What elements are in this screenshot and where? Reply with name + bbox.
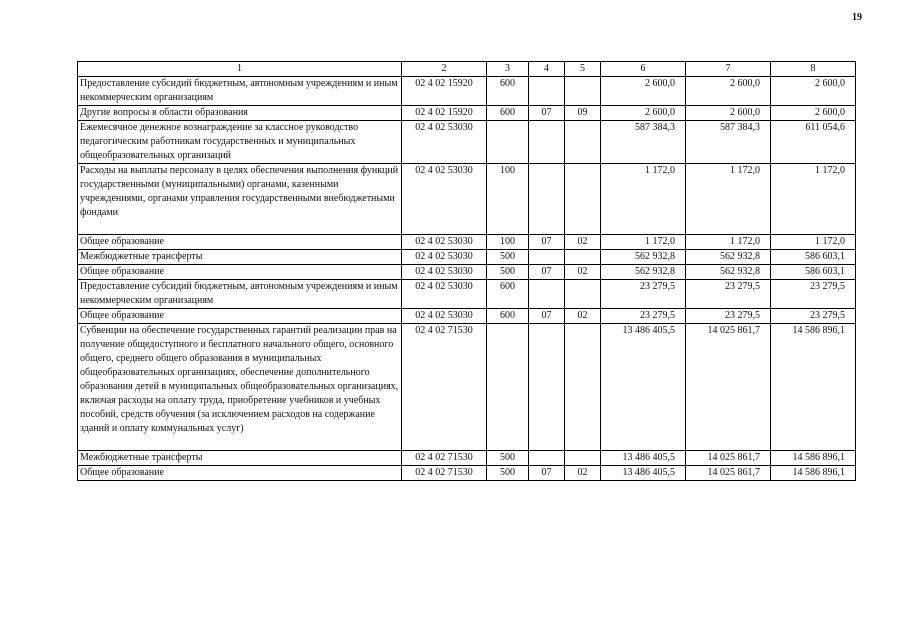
table-row xyxy=(78,265,856,280)
subsection-code xyxy=(565,451,601,466)
amount-year-1: 13 486 405,5 xyxy=(601,324,686,451)
expense-type-code: 600 xyxy=(487,280,529,309)
target-article-code: 02 4 02 15920 xyxy=(402,77,487,106)
amount-year-1: 1 172,0 xyxy=(601,164,686,235)
amount-year-1: 23 279,5 xyxy=(601,309,686,324)
amount-year-1: 562 932,8 xyxy=(601,250,686,265)
amount-year-3: 586 603,1 xyxy=(771,250,856,265)
row-name: Субвенции на обеспечение государственных гарантий реализации прав на получение общедоступного и бесплатного начального общего, основного общего, среднего общего образования в муниципальных общеобразовательных организациях, обеспечение дополнительного образования детей в муниципальных общеобразовательных организациях, включая расходы на оплату труда, приобретение учебников и учебных пособий, средств обучения (за исключением расходов на содержание зданий и оплату коммунальных услуг) xyxy=(78,324,402,451)
amount-year-3: 14 586 896,1 xyxy=(771,451,856,466)
target-article-code: 02 4 02 71530 xyxy=(402,324,487,451)
section-code xyxy=(529,250,565,265)
table-row xyxy=(78,77,856,106)
section-code xyxy=(529,280,565,309)
amount-year-1: 2 600,0 xyxy=(601,77,686,106)
expense-type-code: 600 xyxy=(487,106,529,121)
expense-type-code xyxy=(487,324,529,451)
expense-type-code: 500 xyxy=(487,265,529,280)
target-article-code: 02 4 02 71530 xyxy=(402,451,487,466)
amount-year-2: 562 932,8 xyxy=(686,265,771,280)
table-row xyxy=(78,121,856,164)
column-number: 1 xyxy=(78,62,402,77)
column-number: 6 xyxy=(601,62,686,77)
target-article-code: 02 4 02 53030 xyxy=(402,250,487,265)
amount-year-3: 14 586 896,1 xyxy=(771,466,856,481)
row-name: Общее образование xyxy=(78,466,402,481)
amount-year-2: 1 172,0 xyxy=(686,235,771,250)
target-article-code: 02 4 02 53030 xyxy=(402,280,487,309)
expense-type-code: 600 xyxy=(487,309,529,324)
amount-year-2: 562 932,8 xyxy=(686,250,771,265)
column-number: 2 xyxy=(402,62,487,77)
target-article-code: 02 4 02 53030 xyxy=(402,121,487,164)
budget-table xyxy=(77,61,856,481)
amount-year-2: 14 025 861,7 xyxy=(686,451,771,466)
table-row xyxy=(78,250,856,265)
subsection-code xyxy=(565,250,601,265)
amount-year-3: 586 603,1 xyxy=(771,265,856,280)
target-article-code: 02 4 02 53030 xyxy=(402,265,487,280)
section-code: 07 xyxy=(529,235,565,250)
section-code: 07 xyxy=(529,466,565,481)
column-number: 7 xyxy=(686,62,771,77)
amount-year-3: 2 600,0 xyxy=(771,106,856,121)
amount-year-2: 587 384,3 xyxy=(686,121,771,164)
row-name: Общее образование xyxy=(78,235,402,250)
subsection-code xyxy=(565,77,601,106)
column-number: 3 xyxy=(487,62,529,77)
row-name: Предоставление субсидий бюджетным, автономным учреждениям и иным некоммерческим организациям xyxy=(78,77,402,106)
amount-year-2: 14 025 861,7 xyxy=(686,324,771,451)
amount-year-1: 13 486 405,5 xyxy=(601,451,686,466)
amount-year-3: 611 054,6 xyxy=(771,121,856,164)
expense-type-code: 100 xyxy=(487,164,529,235)
target-article-code: 02 4 02 71530 xyxy=(402,466,487,481)
column-number: 8 xyxy=(771,62,856,77)
amount-year-3: 1 172,0 xyxy=(771,235,856,250)
section-code xyxy=(529,164,565,235)
subsection-code xyxy=(565,280,601,309)
table-row xyxy=(78,466,856,481)
table-row xyxy=(78,324,856,451)
expense-type-code: 600 xyxy=(487,77,529,106)
amount-year-1: 13 486 405,5 xyxy=(601,466,686,481)
amount-year-1: 562 932,8 xyxy=(601,265,686,280)
expense-type-code xyxy=(487,121,529,164)
amount-year-3: 23 279,5 xyxy=(771,280,856,309)
column-number: 4 xyxy=(529,62,565,77)
amount-year-1: 2 600,0 xyxy=(601,106,686,121)
target-article-code: 02 4 02 53030 xyxy=(402,164,487,235)
table-row xyxy=(78,309,856,324)
subsection-code xyxy=(565,324,601,451)
section-code: 07 xyxy=(529,106,565,121)
row-name: Расходы на выплаты персоналу в целях обеспечения выполнения функций государственными (муниципальными) органами, казенными учреждениями, органами управления государственными внебюджетными фондами xyxy=(78,164,402,235)
table-row xyxy=(78,235,856,250)
amount-year-3: 23 279,5 xyxy=(771,309,856,324)
amount-year-3: 14 586 896,1 xyxy=(771,324,856,451)
target-article-code: 02 4 02 53030 xyxy=(402,309,487,324)
subsection-code: 09 xyxy=(565,106,601,121)
amount-year-3: 1 172,0 xyxy=(771,164,856,235)
amount-year-2: 14 025 861,7 xyxy=(686,466,771,481)
amount-year-1: 1 172,0 xyxy=(601,235,686,250)
section-code xyxy=(529,121,565,164)
table-row xyxy=(78,164,856,235)
amount-year-3: 2 600,0 xyxy=(771,77,856,106)
row-name: Межбюджетные трансферты xyxy=(78,250,402,265)
subsection-code: 02 xyxy=(565,265,601,280)
target-article-code: 02 4 02 15920 xyxy=(402,106,487,121)
page-number: 19 xyxy=(852,12,862,23)
amount-year-2: 1 172,0 xyxy=(686,164,771,235)
table-row xyxy=(78,280,856,309)
row-name: Предоставление субсидий бюджетным, автономным учреждениям и иным некоммерческим организациям xyxy=(78,280,402,309)
target-article-code: 02 4 02 53030 xyxy=(402,235,487,250)
subsection-code xyxy=(565,121,601,164)
subsection-code: 02 xyxy=(565,466,601,481)
amount-year-2: 2 600,0 xyxy=(686,106,771,121)
row-name: Общее образование xyxy=(78,265,402,280)
row-name: Межбюджетные трансферты xyxy=(78,451,402,466)
section-code xyxy=(529,324,565,451)
row-name: Другие вопросы в области образования xyxy=(78,106,402,121)
amount-year-2: 23 279,5 xyxy=(686,280,771,309)
subsection-code: 02 xyxy=(565,235,601,250)
column-number: 5 xyxy=(565,62,601,77)
section-code xyxy=(529,451,565,466)
row-name: Общее образование xyxy=(78,309,402,324)
expense-type-code: 500 xyxy=(487,451,529,466)
amount-year-2: 2 600,0 xyxy=(686,77,771,106)
amount-year-1: 587 384,3 xyxy=(601,121,686,164)
section-code: 07 xyxy=(529,265,565,280)
section-code xyxy=(529,77,565,106)
row-name: Ежемесячное денежное вознаграждение за классное руководство педагогическим работникам государственных и муниципальных общеобразовательных организаций xyxy=(78,121,402,164)
subsection-code xyxy=(565,164,601,235)
table-row xyxy=(78,451,856,466)
section-code: 07 xyxy=(529,309,565,324)
expense-type-code: 100 xyxy=(487,235,529,250)
column-number-row xyxy=(78,62,856,77)
amount-year-2: 23 279,5 xyxy=(686,309,771,324)
expense-type-code: 500 xyxy=(487,466,529,481)
table-row xyxy=(78,106,856,121)
subsection-code: 02 xyxy=(565,309,601,324)
expense-type-code: 500 xyxy=(487,250,529,265)
amount-year-1: 23 279,5 xyxy=(601,280,686,309)
